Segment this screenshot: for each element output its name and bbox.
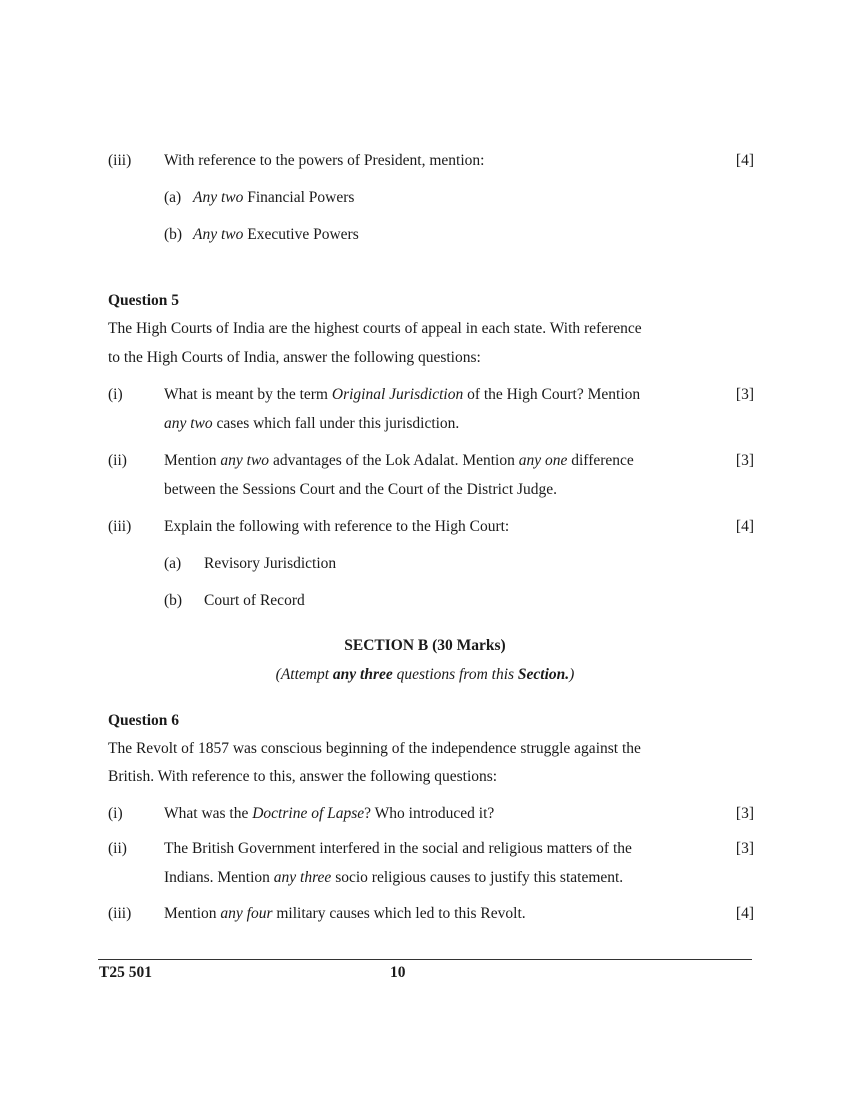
q6-intro-line2: British. With reference to this, answer the following questions: (108, 768, 498, 785)
footer-divider (98, 959, 752, 960)
q6-iii-text: Mention any four military causes which led to this Revolt. (164, 905, 526, 922)
q5-intro-line2: to the High Courts of India, answer the following questions: (108, 349, 481, 366)
q6-ii-number: (ii) (108, 840, 127, 857)
q5-i-line1: What is meant by the term Original Jurisdiction of the High Court? Mention (164, 386, 641, 403)
q6-i-text: What was the Doctrine of Lapse? Who introduced it? (164, 805, 495, 822)
q4-iii-text: With reference to the powers of President, mention: (164, 152, 485, 169)
q5-i-marks: [3] (735, 386, 754, 403)
q4-iii-b-label: (b) (164, 226, 183, 243)
q4-iii-marks: [4] (735, 152, 754, 169)
q6-i-number: (i) (108, 805, 123, 822)
q4-iii-number: (iii) (108, 152, 132, 169)
q5-i-number: (i) (108, 386, 123, 403)
q4-iii-a-label: (a) (164, 189, 182, 206)
section-b-title: SECTION B (30 Marks) (344, 637, 506, 654)
q6-ii-marks: [3] (735, 840, 754, 857)
q6-ii-line2: Indians. Mention any three socio religious causes to justify this statement. (164, 869, 624, 886)
q5-iii-a-label: (a) (164, 555, 182, 572)
q5-ii-number: (ii) (108, 452, 127, 469)
q5-i-line2: any two cases which fall under this jurisdiction. (164, 415, 460, 432)
q6-intro-line1: The Revolt of 1857 was conscious beginning of the independence struggle against the (108, 740, 641, 757)
q5-iii-number: (iii) (108, 518, 132, 535)
q5-intro-line1: The High Courts of India are the highest courts of appeal in each state. With reference (108, 320, 642, 337)
q6-i-marks: [3] (735, 805, 754, 822)
q5-iii-a-text: Revisory Jurisdiction (204, 555, 337, 572)
q6-iii-number: (iii) (108, 905, 132, 922)
page-number: 10 (390, 964, 406, 981)
paper-code: T25 501 (99, 964, 152, 981)
q5-ii-line1: Mention any two advantages of the Lok Adalat. Mention any one difference (164, 452, 634, 469)
q6-heading: Question 6 (108, 712, 180, 729)
q5-ii-line2: between the Sessions Court and the Court of the District Judge. (164, 481, 558, 498)
q4-iii-b-text: Any two Executive Powers (193, 226, 359, 243)
q5-iii-marks: [4] (735, 518, 754, 535)
q4-iii-a-text: Any two Financial Powers (193, 189, 355, 206)
q5-iii-text: Explain the following with reference to the High Court: (164, 518, 510, 535)
q5-iii-b-text: Court of Record (204, 592, 305, 609)
q5-iii-b-label: (b) (164, 592, 183, 609)
q5-ii-marks: [3] (735, 452, 754, 469)
section-b-instruction: (Attempt any three questions from this Section.) (275, 666, 575, 683)
q5-heading: Question 5 (108, 292, 180, 309)
q6-iii-marks: [4] (735, 905, 754, 922)
q6-ii-line1: The British Government interfered in the social and religious matters of the (164, 840, 632, 857)
